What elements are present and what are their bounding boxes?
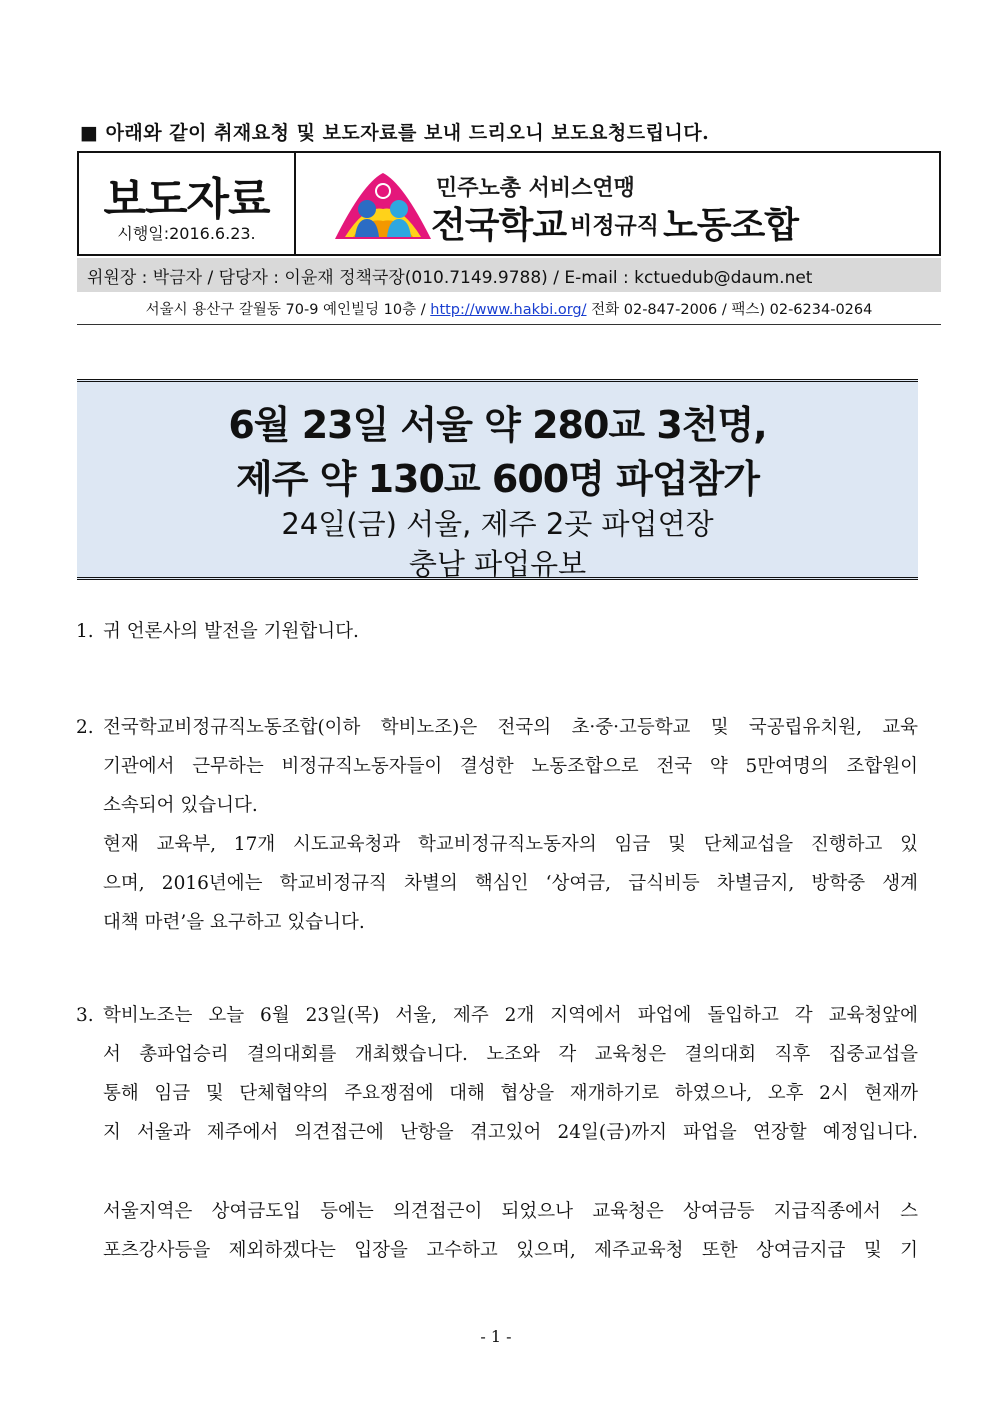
paragraph-1 bbox=[76, 612, 918, 651]
press-title: 보도자료 bbox=[103, 174, 270, 225]
website-link[interactable]: http://www.hakbi.org/ bbox=[430, 302, 587, 318]
org-name-part: 비정규직 bbox=[570, 213, 659, 239]
org-federation: 민주노총 서비스연맹 bbox=[436, 176, 635, 201]
paragraph-text: 서울지역은 상여금도입 등에는 의견접근이 되었으나 교육청은 상여금등 지급직종에서 스 bbox=[103, 1201, 918, 1222]
paragraph-text: 지 서울과 제주에서 의견접근에 난항을 겪고있어 24일(금)까지 파업을 연장할 예정입니다. bbox=[103, 1122, 918, 1143]
paragraph-text: 통해 임금 및 단체협약의 주요쟁점에 대해 협상을 재개하기로 하였으나, 오후 2시 현재까 bbox=[103, 1083, 918, 1104]
phone-fax: 전화 02-847-2006 / 팩스) 02-6234-0264 bbox=[586, 302, 873, 318]
headline-line-1: 6월 23일 서울 약 280교 3천명, bbox=[228, 403, 767, 447]
contact-info: 위원장 : 박금자 / 담당자 : 이윤재 정책국장(010.7149.9788) / E-mail : kctuedub@daum.net bbox=[87, 268, 813, 288]
subheadline-line-2: 충남 파업유보 bbox=[408, 547, 587, 581]
paragraph-number: 1. bbox=[76, 621, 94, 642]
paragraph-text: 대책 마련’을 요구하고 있습니다. bbox=[103, 912, 365, 933]
paragraph-3 bbox=[76, 996, 918, 1152]
address-text: 서울시 용산구 갈월동 70-9 예인빌딩 10층 / bbox=[145, 302, 431, 318]
headline-box bbox=[77, 379, 918, 580]
paragraph-number: 3. bbox=[76, 1005, 94, 1026]
org-name-part: 노동조합 bbox=[662, 205, 799, 246]
divider bbox=[77, 324, 941, 325]
paragraph-text: 기관에서 근무하는 비정규직노동자들이 결성한 노동조합으로 전국 약 5만여명의 조합원이 bbox=[103, 756, 918, 777]
contact-bar bbox=[77, 258, 941, 292]
paragraph-4 bbox=[76, 1192, 918, 1270]
press-header-box bbox=[77, 151, 941, 256]
paragraph-text: 으며, 2016년에는 학교비정규직 차별의 핵심인 ‘상여금, 급식비등 차별금지, 방학중 생계 bbox=[103, 873, 918, 894]
paragraph-text: 소속되어 있습니다. bbox=[103, 795, 258, 816]
paragraph-text: 전국학교비정규직노동조합(이하 학비노조)은 전국의 초·중·고등학교 및 국공립유치원, 교육 bbox=[103, 717, 918, 738]
intro-line: ■ 아래와 같이 취재요청 및 보도자료를 보내 드리오니 보도요청드립니다. bbox=[80, 122, 710, 144]
page-number: - 1 - bbox=[480, 1327, 512, 1346]
paragraph-text: 포츠강사등을 제외하겠다는 입장을 고수하고 있으며, 제주교육청 또한 상여금지급 및 기 bbox=[103, 1240, 918, 1261]
address-line bbox=[77, 298, 941, 319]
union-logo-icon bbox=[333, 165, 433, 245]
paragraph-2 bbox=[76, 708, 918, 942]
paragraph-text: 귀 언론사의 발전을 기원합니다. bbox=[103, 621, 359, 642]
paragraph-text: 현재 교육부, 17개 시도교육청과 학교비정규직노동자의 임금 및 단체교섭을 진행하고 있 bbox=[103, 834, 918, 855]
press-title-cell bbox=[79, 153, 296, 254]
paragraph-text: 학비노조는 오늘 6월 23일(목) 서울, 제주 2개 지역에서 파업에 돌입하고 각 교육청앞에 bbox=[103, 1005, 918, 1026]
headline-line-2: 제주 약 130교 600명 파업참가 bbox=[236, 457, 759, 501]
org-name bbox=[431, 197, 798, 248]
org-name-part: 전국학교 bbox=[431, 205, 567, 246]
issue-date: 시행일:2016.6.23. bbox=[117, 224, 256, 243]
subheadline-line-1: 24일(금) 서울, 제주 2곳 파업연장 bbox=[281, 507, 714, 541]
paragraph-number: 2. bbox=[76, 717, 94, 738]
paragraph-text: 서 총파업승리 결의대회를 개최했습니다. 노조와 각 교육청은 결의대회 직후 집중교섭을 bbox=[103, 1044, 918, 1065]
